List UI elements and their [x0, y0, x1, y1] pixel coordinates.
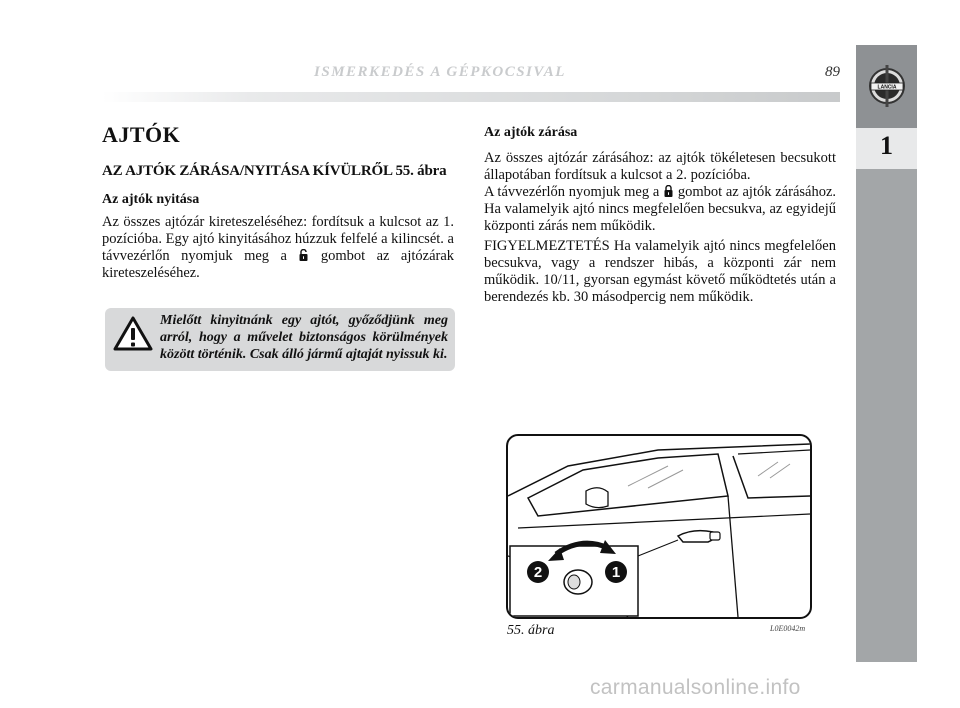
callout-1: 1	[611, 564, 621, 581]
running-head: ISMERKEDÉS A GÉPKOCSIVAL	[314, 64, 566, 80]
opening-heading: Az ajtók nyitása	[102, 192, 200, 207]
opening-text-1: Az összes ajtózár kireteszeléséhez: fordítsuk a kulcsot az 1. pozícióba. Egy ajtó kinyitásához húzzuk felfelé a kilincsét. a távvezérlőn nyomjuk meg a	[102, 214, 454, 264]
figure-55	[506, 434, 812, 619]
closing-heading: Az ajtók zárása	[484, 125, 578, 140]
closing-text-2a: A távvezérlőn nyomjuk meg a	[484, 184, 660, 200]
section-title: AJTÓK	[102, 122, 181, 147]
opening-text-2: gombot az ajtózárak kireteszeléséhez.	[102, 248, 455, 281]
warning-triangle-icon	[113, 316, 153, 352]
lock-open-icon	[299, 249, 308, 261]
callout-2: 2	[533, 564, 543, 581]
chapter-number: 1	[880, 131, 893, 160]
warning-text: Mielőtt kinyitnánk egy ajtót, győződjünk meg arról, hogy a művelet biztonságos körülmények között történik. Csak álló jármű ajtaját nyissuk ki.	[160, 313, 448, 362]
lock-closed-icon	[664, 185, 673, 197]
logo-text: LANCIA	[877, 84, 897, 91]
figure-code: L0E0042m	[770, 624, 806, 633]
door-illustration	[508, 436, 810, 617]
closing-paragraph-1: Az összes ajtózár zárásához: az ajtók tökéletesen becsukott állapotában fordítsuk a kulcsot a 2. pozícióba.	[484, 150, 836, 183]
lancia-logo-icon	[867, 60, 907, 112]
closing-text-2b: gombot az ajtók zárásához. Ha valamelyik ajtó nincs megfelelően becsukva, az egyidejű központi zárás nem működik.	[484, 184, 837, 234]
figure-caption: 55. ábra	[507, 623, 555, 638]
header-rule	[102, 92, 840, 102]
page-number: 89	[825, 64, 840, 80]
opening-paragraph	[102, 214, 454, 282]
closing-paragraph-2	[484, 184, 836, 235]
watermark: carmanualsonline.info	[590, 676, 801, 699]
warning-paragraph: FIGYELMEZTETÉS Ha valamelyik ajtó nincs megfelelően becsukva, vagy a rendszer hibás, a központi zár nem működik. 10/11, gyorsan egymást követő működtetés után a berendezés kb. 30 másodpercig nem működik.	[484, 238, 836, 305]
section-subtitle: AZ AJTÓK ZÁRÁSA/NYITÁSA KÍVÜLRŐL 55. ábra	[102, 163, 447, 179]
